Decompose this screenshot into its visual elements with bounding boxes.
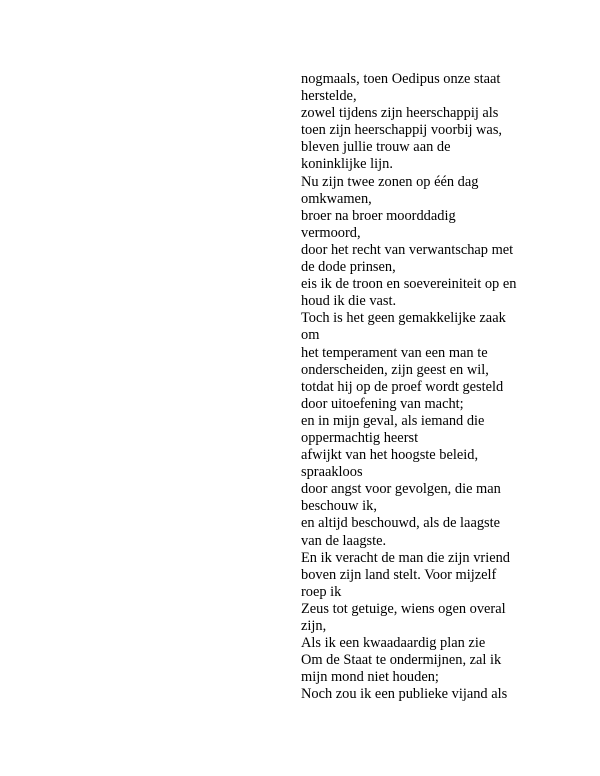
poem-line: door angst voor gevolgen, die man [301,481,501,498]
poem-line: door het recht van verwantschap met [301,241,514,258]
poem-line: En ik veracht de man die zijn vriend [301,549,510,566]
poem-line: de dode prinsen, [301,259,396,276]
poem-line: afwijkt van het hoogste beleid, [301,447,479,464]
poem-line: broer na broer moorddadig [301,207,456,224]
poem-line: onderscheiden, zijn geest en wil, [301,361,489,378]
poem-line: totdat hij op de proef wordt gesteld [301,378,504,395]
poem-line: herstelde, [301,88,357,105]
poem-line: omkwamen, [301,190,372,207]
poem-line: mijn mond niet houden; [301,669,439,686]
poem-line: beschouw ik, [301,498,377,515]
poem-line: oppermachtig heerst [301,429,419,446]
poem-line: het temperament van een man te [301,344,488,361]
poem-line: eis ik de troon en soevereiniteit op en [301,276,517,293]
poem-line: nogmaals, toen Oedipus onze staat [301,71,501,87]
poem-line: spraakloos [301,464,363,481]
poem-line: vermoord, [301,224,361,241]
poem-line: Zeus tot getuige, wiens ogen overal [301,600,506,617]
poem-line: zijn, [301,618,327,634]
poem-line: Als ik een kwaadaardig plan zie [301,635,486,652]
poem-line: toen zijn heerschappij voorbij was, [301,122,503,139]
poem-text-block [301,71,531,703]
poem-line: koninklijke lijn. [301,156,393,173]
poem-line: Om de Staat te ondermijnen, zal ik [301,652,502,669]
poem-line: houd ik die vast. [301,293,397,310]
poem-line: en altijd beschouwd, als de laagste [301,515,501,532]
poem-line: zowel tijdens zijn heerschappij als [301,105,499,122]
poem-line: om [301,327,320,344]
poem-line: boven zijn land stelt. Voor mijzelf [301,566,497,583]
poem-line: roep ik [301,583,342,600]
poem-line: en in mijn geval, als iemand die [301,412,485,429]
poem-line: Toch is het geen gemakkelijke zaak [301,310,506,327]
poem-line: Nu zijn twee zonen op één dag [301,173,479,190]
poem-line: bleven jullie trouw aan de [301,139,451,156]
poem-line: van de laagste. [301,532,387,549]
poem-line: door uitoefening van macht; [301,395,464,412]
poem-line: Noch zou ik een publieke vijand als [301,686,508,703]
